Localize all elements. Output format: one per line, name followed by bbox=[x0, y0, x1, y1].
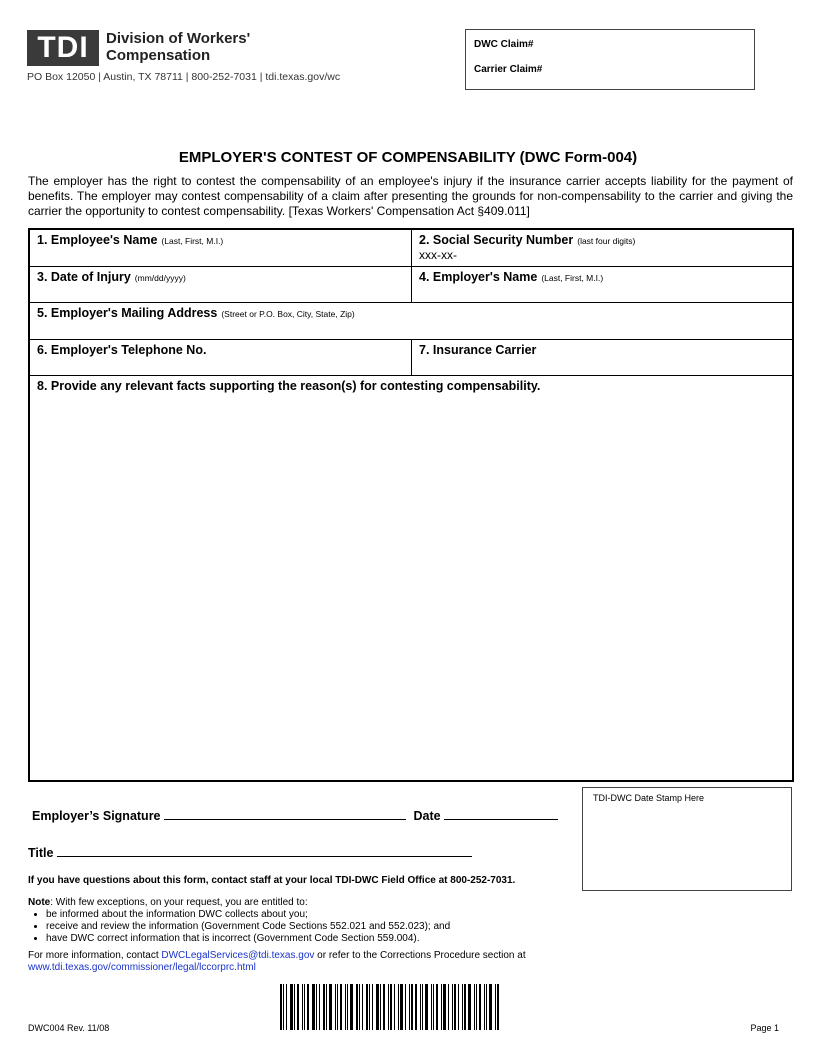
privacy-note bbox=[28, 897, 628, 945]
barcode-bar bbox=[286, 984, 287, 1030]
barcode-bar bbox=[319, 984, 320, 1030]
barcode-bar bbox=[390, 984, 392, 1030]
note-list bbox=[28, 909, 628, 945]
contest-reasons-field[interactable] bbox=[30, 376, 794, 780]
barcode-bar bbox=[359, 984, 360, 1030]
barcode-bar bbox=[362, 984, 363, 1030]
barcode-bar bbox=[458, 984, 459, 1030]
barcode-bar bbox=[422, 984, 423, 1030]
form-title: EMPLOYER'S CONTEST OF COMPENSABILITY (DWC Form-004) bbox=[178, 149, 638, 166]
barcode-bar bbox=[448, 984, 449, 1030]
barcode-bar bbox=[474, 984, 475, 1030]
barcode-bar bbox=[307, 984, 309, 1030]
employee-name-hint: (Last, First, M.I.) bbox=[161, 236, 224, 246]
barcode-bar bbox=[302, 984, 303, 1030]
barcode-bar bbox=[372, 984, 373, 1030]
employer-address-field[interactable] bbox=[30, 303, 794, 339]
barcode-bar bbox=[468, 984, 471, 1030]
insurance-carrier-label: 7. Insurance Carrier bbox=[419, 343, 537, 357]
org-name bbox=[106, 30, 266, 64]
barcode-bar bbox=[425, 984, 428, 1030]
barcode-bar bbox=[443, 984, 446, 1030]
barcode-bar bbox=[369, 984, 370, 1030]
employer-name-label: 4. Employer's Name bbox=[419, 270, 538, 284]
employer-telephone-label: 6. Employer's Telephone No. bbox=[37, 343, 207, 357]
barcode-bar bbox=[394, 984, 395, 1030]
barcode bbox=[280, 984, 535, 1030]
barcode-bar bbox=[476, 984, 477, 1030]
date-of-injury-hint: (mm/dd/yyyy) bbox=[134, 273, 186, 283]
page-number: Page 1 bbox=[750, 1023, 779, 1033]
barcode-bar bbox=[433, 984, 434, 1030]
barcode-bar bbox=[484, 984, 485, 1030]
barcode-bar bbox=[283, 984, 284, 1030]
employer-telephone-field[interactable] bbox=[30, 340, 411, 375]
barcode-bar bbox=[415, 984, 417, 1030]
barcode-bar bbox=[452, 984, 453, 1030]
barcode-bar bbox=[398, 984, 399, 1030]
employer-address-label: 5. Employer's Mailing Address bbox=[37, 306, 218, 320]
barcode-bar bbox=[380, 984, 381, 1030]
barcode-bar bbox=[431, 984, 432, 1030]
form-intro: The employer has the right to contest the compensability of an employee's injury if the insurance carrier accepts liability for the payment of benefits. The employer may contest compensability of a claim after presenting the grounds for non-compensability to the carrier and giving the carrier the opportunity to contest compensability. [Texas Workers' Compensation Act §409.011] bbox=[28, 174, 793, 218]
barcode-bar bbox=[420, 984, 421, 1030]
barcode-bar bbox=[462, 984, 463, 1030]
title-row bbox=[28, 846, 472, 860]
barcode-bar bbox=[323, 984, 325, 1030]
signature-row bbox=[32, 809, 558, 823]
employer-name-field[interactable] bbox=[412, 267, 794, 302]
barcode-bar bbox=[486, 984, 487, 1030]
more-info bbox=[28, 950, 628, 974]
employee-name-label: 1. Employee's Name bbox=[37, 233, 158, 247]
list-item: • have DWC correct information that is incorrect (Government Code Section 559.004). bbox=[46, 933, 628, 945]
barcode-bar bbox=[294, 984, 295, 1030]
barcode-bar bbox=[366, 984, 368, 1030]
barcode-bar bbox=[454, 984, 456, 1030]
main-form-table bbox=[28, 228, 794, 782]
more-info-prefix: For more information, contact bbox=[28, 950, 162, 961]
ssn-label: 2. Social Security Number bbox=[419, 233, 574, 247]
insurance-carrier-field[interactable] bbox=[412, 340, 794, 375]
barcode-bar bbox=[409, 984, 410, 1030]
date-of-injury-label: 3. Date of Injury bbox=[37, 270, 131, 284]
date-line[interactable] bbox=[444, 809, 558, 820]
barcode-bar bbox=[312, 984, 315, 1030]
email-link[interactable]: DWCLegalServices@tdi.texas.gov bbox=[161, 950, 315, 961]
barcode-bar bbox=[297, 984, 299, 1030]
dwc-claim-label[interactable]: DWC Claim# bbox=[474, 39, 534, 50]
note-label: Note bbox=[28, 897, 51, 908]
date-stamp-label: TDI-DWC Date Stamp Here bbox=[593, 793, 705, 803]
form-revision: DWC004 Rev. 11/08 bbox=[28, 1023, 110, 1033]
note-text: : With few exceptions, on your request, you are entitled to: bbox=[50, 897, 308, 908]
barcode-bar bbox=[464, 984, 466, 1030]
corrections-url-link[interactable]: www.tdi.texas.gov/commissioner/legal/lccorprc.html bbox=[28, 962, 256, 973]
barcode-bar bbox=[290, 984, 293, 1030]
barcode-bar bbox=[345, 984, 346, 1030]
barcode-bar bbox=[489, 984, 492, 1030]
signature-label: Employer’s Signature bbox=[32, 809, 161, 823]
list-item: • receive and review the information (Government Code Sections 552.021 and 552.023); and bbox=[46, 921, 628, 933]
employer-address-hint: (Street or P.O. Box, City, State, Zip) bbox=[221, 309, 355, 319]
barcode-bar bbox=[441, 984, 442, 1030]
tdi-logo: TDI bbox=[27, 30, 99, 66]
org-name-line2: Compensation bbox=[106, 47, 211, 64]
barcode-bar bbox=[405, 984, 406, 1030]
barcode-bar bbox=[436, 984, 438, 1030]
date-label: Date bbox=[413, 809, 441, 823]
barcode-bar bbox=[340, 984, 342, 1030]
barcode-bar bbox=[350, 984, 353, 1030]
barcode-bar bbox=[383, 984, 385, 1030]
contest-reasons-label: 8. Provide any relevant facts supporting the reason(s) for contesting compensability. bbox=[37, 379, 541, 393]
barcode-bar bbox=[497, 984, 499, 1030]
barcode-bar bbox=[411, 984, 413, 1030]
employee-name-field[interactable] bbox=[30, 230, 411, 266]
employer-name-hint: (Last, First, M.I.) bbox=[541, 273, 604, 283]
title-line[interactable] bbox=[57, 846, 472, 857]
barcode-bar bbox=[356, 984, 358, 1030]
barcode-bar bbox=[280, 984, 282, 1030]
list-item: • be informed about the information DWC collects about you; bbox=[46, 909, 628, 921]
claim-number-box bbox=[465, 29, 755, 90]
ssn-field[interactable] bbox=[412, 230, 794, 266]
barcode-bar bbox=[479, 984, 481, 1030]
barcode-bar bbox=[347, 984, 348, 1030]
ssn-hint: (last four digits) bbox=[577, 236, 636, 246]
barcode-bar bbox=[376, 984, 379, 1030]
carrier-claim-label[interactable]: Carrier Claim# bbox=[474, 64, 543, 75]
date-of-injury-field[interactable] bbox=[30, 267, 411, 302]
barcode-bar bbox=[304, 984, 305, 1030]
org-address: PO Box 12050 | Austin, TX 78711 | 800-252-7031 | tdi.texas.gov/wc bbox=[27, 71, 341, 83]
barcode-bar bbox=[335, 984, 336, 1030]
org-name-line1: Division of Workers' bbox=[106, 30, 251, 47]
barcode-bar bbox=[388, 984, 389, 1030]
barcode-bar bbox=[495, 984, 496, 1030]
barcode-bar bbox=[316, 984, 317, 1030]
more-info-mid: or refer to the Corrections Procedure section at bbox=[314, 950, 526, 961]
barcode-bar bbox=[400, 984, 403, 1030]
barcode-bar bbox=[326, 984, 327, 1030]
questions-text: If you have questions about this form, contact staff at your local TDI-DWC Field Office at 800-252-7031. bbox=[28, 875, 516, 886]
ssn-value: xxx-xx- bbox=[419, 248, 457, 262]
date-stamp-box bbox=[582, 787, 792, 891]
barcode-bar bbox=[337, 984, 338, 1030]
title-label: Title bbox=[28, 846, 54, 860]
barcode-bar bbox=[329, 984, 332, 1030]
signature-line[interactable] bbox=[164, 809, 406, 820]
